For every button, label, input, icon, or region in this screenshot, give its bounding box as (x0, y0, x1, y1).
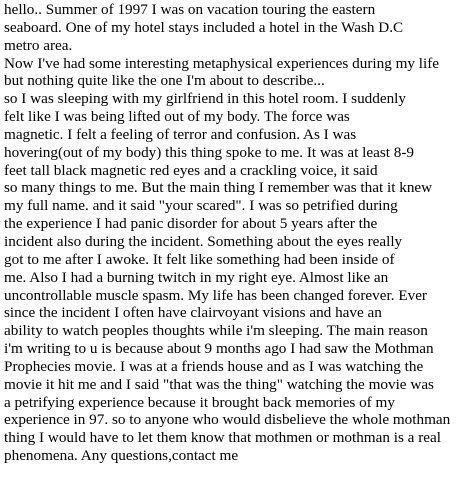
text-line: experience in 97. so to anyone who would disbelieve the whole mothman (4, 411, 451, 429)
text-line: the experience I had panic disorder for about 5 years after the (4, 215, 378, 233)
text-line: but nothing quite like the one I'm about to describe... (4, 72, 325, 90)
text-line: felt like I was being lifted out of my body. The force was (4, 108, 350, 126)
text-line: ability to watch peoples thoughts while i'm sleeping. The main reason (4, 322, 428, 340)
text-line: hello.. Summer of 1997 I was on vacation touring the eastern (4, 1, 376, 18)
text-line: got to me after I awoke. It felt like something had been inside of (4, 250, 395, 268)
text-line: thing I would have to let them know that mothmen or mothman is a real (4, 429, 441, 447)
text-line: seaboard. One of my hotel stays included a hotel in the Wash D.C (4, 18, 404, 36)
text-line: since the incident I often have clairvoyant visions and have an (4, 304, 382, 322)
text-line: magnetic. I felt a feeling of terror and confusion. As I was (4, 125, 357, 143)
text-line: movie it hit me and I said "that was the thing" watching the movie was (4, 375, 434, 393)
text-line: me. Also I had a burning twitch in my right eye. Almost like an (4, 268, 389, 286)
text-line: phenomena. Any questions,contact me (4, 447, 239, 465)
text-line: Now I've had some interesting metaphysical experiences during my life (4, 54, 440, 72)
text-line: metro area. (4, 36, 73, 54)
text-line: so I was sleeping with my girlfriend in this hotel room. I suddenly (4, 90, 406, 108)
text-line: Prophecies movie. I was at a friends house and as I was watching the (4, 357, 424, 375)
text-line: my full name. and it said "your scared". I was so petrified during (4, 197, 398, 215)
text-line: so many things to me. But the main thing I remember was that it knew (4, 179, 433, 197)
text-line: feet tall black magnetic red eyes and a crackling voice, it said (4, 161, 378, 179)
text-line: a petrifying experience because it brought back memories of my (4, 393, 395, 411)
text-line: uncontrollable muscle spasm. My life has been changed forever. Ever (4, 286, 427, 304)
text-line: incident also during the incident. Something about the eyes really (4, 232, 403, 250)
text-line: i'm writing to u is because about 9 months ago I had saw the Mothman (4, 340, 434, 358)
text-line: hovering(out of my body) this thing spoke to me. It was at least 8-9 (4, 143, 414, 161)
